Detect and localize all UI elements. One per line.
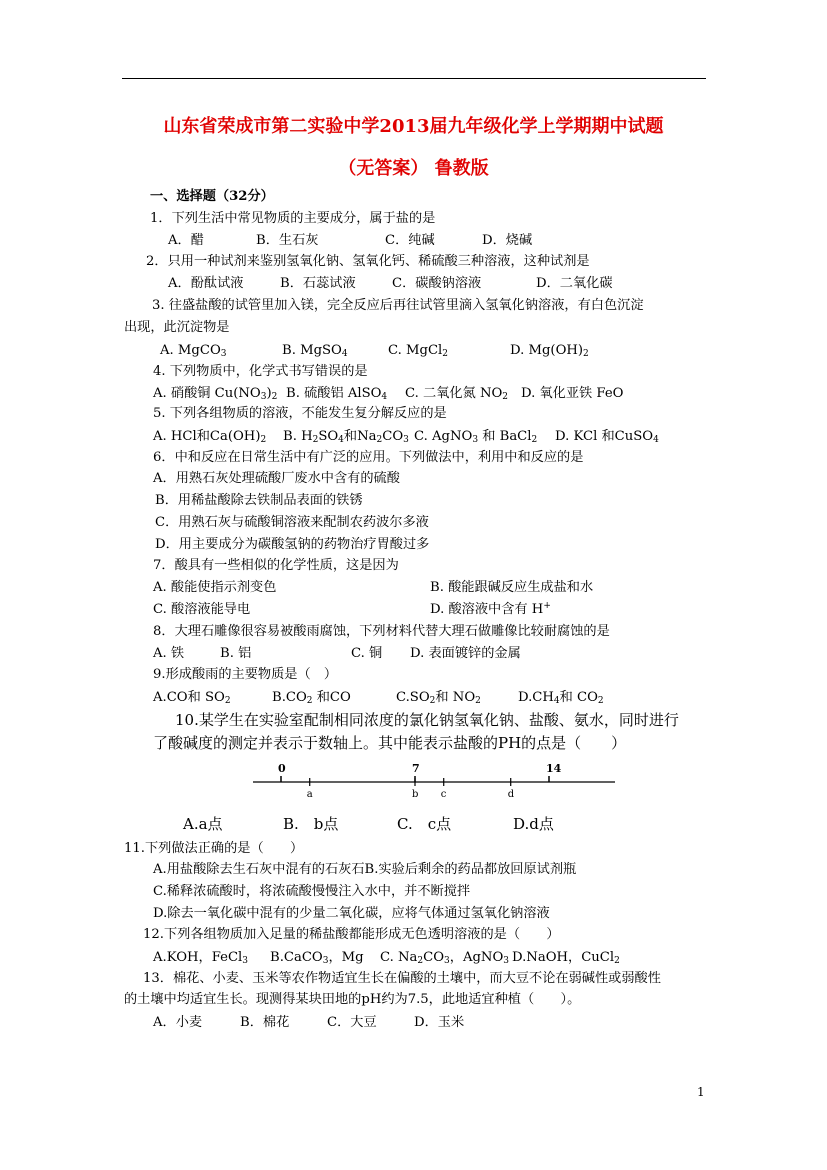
page-subtitle: （无答案） 鲁教版: [338, 158, 489, 179]
q8-stem: 8．大理石雕像很容易被酸雨腐蚀，下列材料代替大理石做雕像比较耐腐蚀的是: [153, 624, 610, 639]
q10-option-c: C. c点: [397, 815, 452, 833]
q3-option-b: B. MgSO$_4$: [282, 343, 348, 359]
q13-stem-line1: 13．棉花、小麦、玉米等农作物适宜生长在偏酸的土壤中，而大豆不论在弱碱性或弱酸性: [143, 971, 661, 986]
q12-stem: 12.下列各组物质加入足量的稀盐酸都能形成无色透明溶液的是（ ）: [143, 927, 560, 942]
ph-number-line: [253, 761, 615, 807]
q12-option-a: A.KOH，FeCl$_3$: [153, 950, 248, 966]
q7-option-d: D. 酸溶液中含有 H+: [430, 601, 551, 617]
q4-option-c: C. 二氧化氮 $NO_2$: [405, 386, 509, 402]
section-heading: 一、选择题（32分）: [150, 189, 274, 204]
q3-stem-line1: 3. 往盛盐酸的试管里加入镁，完全反应后再往试管里滴入氢氧化钠溶液，有白色沉淀: [152, 298, 644, 313]
q1-stem: 1．下列生活中常见物质的主要成分，属于盐的是: [150, 211, 436, 226]
q5-option-b: B. $H_2SO_4$和$Na_2CO_3$: [283, 429, 409, 445]
q12-option-d: D.NaOH，CuCl$_2$: [512, 950, 620, 966]
q10-stem-line1: 10.某学生在实验室配制相同浓度的氯化钠氢氧化钠、盐酸、氨水，同时进行: [175, 711, 679, 729]
q2-stem: 2．只用一种试剂来鉴别氢氧化钠、氢氧化钙、稀硫酸三种溶液，这种试剂是: [146, 254, 590, 269]
q1-option-d: D．烧碱: [482, 233, 533, 248]
q5-option-d: D. KCl 和CuSO$_4$: [555, 429, 659, 445]
q2-option-c: C．碳酸钠溶液: [392, 276, 482, 291]
q11-option-d: D.除去一氧化碳中混有的少量二氧化碳，应将气体通过氢氧化钠溶液: [153, 906, 550, 921]
q10-option-b: B. b点: [283, 815, 339, 833]
q2-option-b: B．石蕊试液: [280, 276, 356, 291]
q8-option-a: A. 铁: [153, 646, 185, 661]
number-line-point-label: a: [306, 789, 313, 800]
q11-option-ab: A.用盐酸除去生石灰中混有的石灰石B.实验后剩余的药品都放回原试剂瓶: [153, 862, 577, 877]
q5-option-c: C. AgNO$_3$ 和 BaCl$_2$: [414, 429, 538, 445]
q3-option-c: C. MgCl$_2$: [388, 343, 448, 359]
q8-option-c: C. 铜: [351, 646, 383, 661]
q3-option-d: D. $Mg(OH)_2$: [510, 343, 589, 359]
q4-option-a: A. 硝酸铜 $Cu(NO_3)_2$: [153, 386, 278, 402]
q3-option-a: A. MgCO$_3$: [160, 343, 227, 359]
q7-option-a: A. 酸能使指示剂变色: [153, 580, 277, 595]
q2-option-d: D．二氧化碳: [536, 276, 613, 291]
q13-option-b: B．棉花: [240, 1015, 290, 1030]
q11-option-c: C.稀释浓硫酸时，将浓硫酸慢慢注入水中，并不断搅拌: [153, 884, 471, 899]
q9-option-d: $D.CH_4$和 $CO_2$: [518, 690, 604, 706]
q6-option-b: B．用稀盐酸除去铁制品表面的铁锈: [155, 493, 363, 508]
number-line-point-label: c: [440, 789, 447, 800]
q13-stem-line2: 的土壤中均适宜生长。现测得某块田地的pH约为7.5，此地适宜种植（ ）。: [124, 992, 581, 1007]
q3-stem-line2: 出现，此沉淀物是: [124, 320, 230, 335]
q5-stem: 5. 下列各组物质的溶液，不能发生复分解反应的是: [153, 406, 447, 421]
number-line-tick-label: 7: [412, 762, 420, 775]
page-number: 1: [697, 1085, 705, 1099]
q8-option-d: D. 表面镀锌的金属: [410, 646, 521, 661]
q13-option-d: D．玉米: [414, 1015, 465, 1030]
q4-stem: 4. 下列物质中，化学式书写错误的是: [153, 364, 368, 379]
q2-option-a: A．酚酞试液: [168, 276, 244, 291]
q13-option-a: A．小麦: [153, 1015, 203, 1030]
q6-stem: 6．中和反应在日常生活中有广泛的应用。下列做法中，利用中和反应的是: [153, 450, 584, 465]
q1-option-b: B．生石灰: [256, 233, 319, 248]
q10-option-a: A.a点: [183, 815, 223, 833]
q12-option-b: B.CaCO$_3$，Mg: [270, 950, 364, 966]
q7-option-c: C. 酸溶液能导电: [153, 602, 251, 617]
q9-option-a: A.CO和 $SO_2$: [153, 690, 231, 706]
header-rule: [122, 78, 706, 79]
q6-option-a: A．用熟石灰处理硫酸厂废水中含有的硫酸: [153, 471, 400, 486]
number-line-tick-label: 0: [278, 762, 286, 775]
q12-option-c: C. $Na_2CO_3$，AgNO$_3$: [380, 950, 510, 966]
number-line-point-label: b: [412, 789, 419, 800]
q7-stem: 7．酸具有一些相似的化学性质，这是因为: [153, 558, 399, 573]
q9-option-c: $C.SO_2$和 $NO_2$: [396, 690, 481, 706]
number-line-tick-label: 14: [546, 762, 562, 775]
q11-stem: 11.下列做法正确的是（ ）: [124, 841, 304, 856]
q10-option-d: D.d点: [513, 815, 554, 833]
q1-option-c: C．纯碱: [385, 233, 435, 248]
q9-option-b: $B.CO_2$ 和CO: [272, 690, 351, 706]
q6-option-d: D．用主要成分为碳酸氢钠的药物治疗胃酸过多: [155, 537, 430, 552]
q5-option-a: A. HCl和$Ca(OH)_2$: [153, 429, 267, 445]
q13-option-c: C．大豆: [327, 1015, 377, 1030]
q4-option-d: D. 氧化亚铁 FeO: [521, 386, 624, 401]
q4-option-b: B. 硫酸铝 AlSO$_4$: [286, 386, 388, 402]
q1-option-a: A．醋: [168, 233, 204, 248]
q10-stem-line2: 了酸碱度的测定并表示于数轴上。其中能表示盐酸的PH的点是（ ）: [153, 734, 627, 752]
q9-stem: 9.形成酸雨的主要物质是（ ）: [153, 667, 338, 682]
q6-option-c: C．用熟石灰与硫酸铜溶液来配制农药波尔多液: [155, 515, 429, 530]
q7-option-b: B. 酸能跟碱反应生成盐和水: [430, 580, 594, 595]
q8-option-b: B. 铝: [220, 646, 252, 661]
page-title: 山东省荣成市第二实验中学2013届九年级化学上学期期中试题: [163, 116, 664, 137]
number-line-point-label: d: [507, 789, 515, 800]
